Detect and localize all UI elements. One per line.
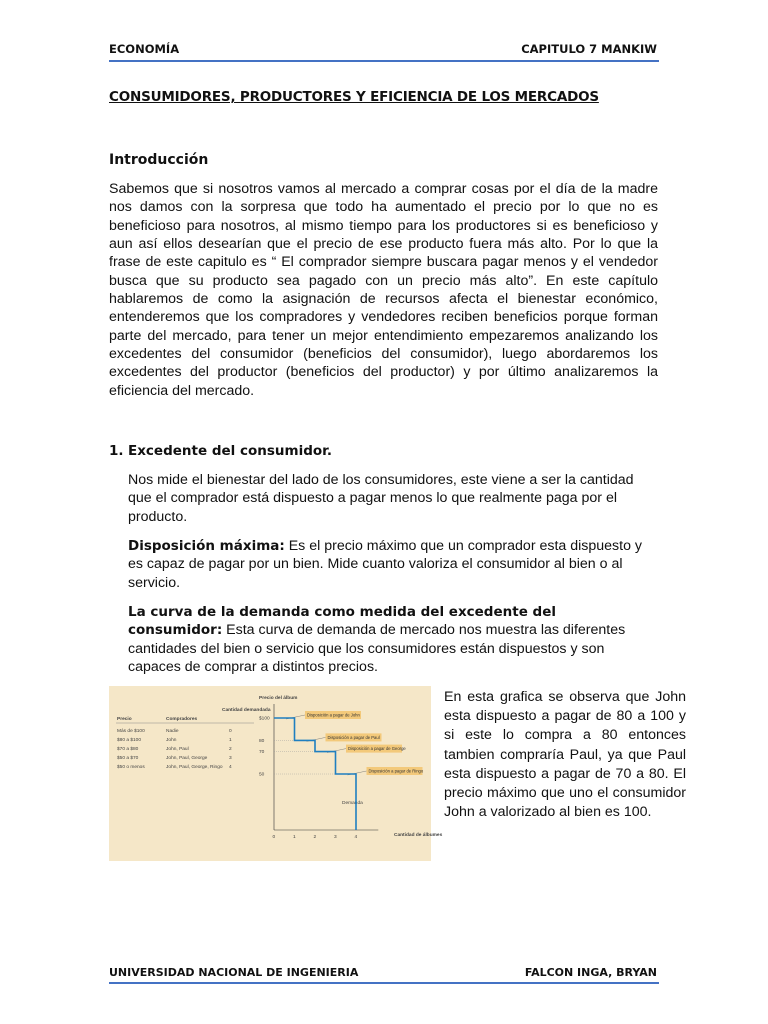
table-cell: 0	[229, 729, 232, 734]
section-paragraph-1: Nos mide el bienestar del lado de los consumidores, este viene a ser la cantidad que el comprador está dispuesto a pagar menos lo que realmente paga por el producto.	[128, 472, 634, 525]
figure-svg	[109, 686, 443, 861]
term-label: La curva de la demanda como medida del excedente del consumidor:	[128, 604, 556, 639]
intro-paragraph: Sabemos que si nosotros vamos al mercado a comprar cosas por el día de la madre nos damos con la sorpresa que todo ha aumentado el precio por lo que no es beneficioso para nosotros, al mismo tiempo para los productores si es beneficioso y aun así ellos desearían que el precio de ese producto fuera más alto. Por lo que la frase de este capitulo es “ El comprador siempre buscara pagar menos y el vendedor busca que su producto sea pagado con un precio más alto”. En este capítulo hablaremos de como la asignación de recursos afecta el bienestar económico, entenderemos que los compradores y vendedores reciben beneficios porque forman parte del mercado, para tener un mejor entendimiento empezaremos analizando los excedentes del consumidor (beneficios del consumidor), luego abordaremos los excedentes del productor (beneficios del productor) y por último analizaremos la eficiencia del mercado.	[109, 181, 658, 399]
section-paragraph-2	[128, 537, 650, 592]
table-cell: John, Paul, George	[166, 756, 208, 761]
section-paragraph-3	[128, 603, 650, 676]
buyers-table	[116, 707, 271, 770]
y-tick-label: 50	[259, 772, 265, 778]
term-text: Es el precio máximo que un comprador esta dispuesto y es capaz de pagar por un bien. Mide cuanto valoriza el consumidor al bien o al servicio.	[128, 538, 643, 591]
footer-left: UNIVERSIDAD NACIONAL DE INGENIERIA	[109, 966, 359, 979]
annotation-label: Disposición a pagar de Paul	[327, 734, 380, 740]
term-text: Esta curva de demanda de mercado nos muestra las diferentes cantidades del bien o servicio que los consumidores están dispuestos y son capaces de comprar a distintos precios.	[128, 622, 626, 676]
page-header	[109, 42, 657, 60]
table-cell: $50 o menos	[117, 765, 145, 770]
x-tick-label: 0	[272, 835, 276, 840]
y-tick-label: 80	[259, 739, 265, 744]
intro-heading: Introducción	[109, 152, 209, 168]
term-label: Disposición máxima:	[128, 538, 285, 554]
y-tick-label: 70	[259, 750, 265, 756]
section-number: 1.	[109, 443, 124, 459]
table-header-price: Precio	[117, 717, 132, 722]
table-row	[117, 728, 232, 734]
table-row	[117, 746, 232, 752]
table-cell: John, Paul	[166, 747, 189, 752]
demand-label: Demanda	[342, 801, 363, 806]
table-cell: $50 a $70	[117, 756, 139, 761]
y-axis-label: Precio del álbum	[259, 696, 298, 701]
demand-chart	[259, 695, 443, 840]
table-cell: 2	[229, 747, 232, 752]
table-cell: 1	[229, 738, 232, 743]
table-row	[117, 764, 232, 770]
annotation-label: Disposición a pagar de John	[307, 712, 360, 718]
page-footer	[109, 966, 657, 982]
table-row	[117, 755, 232, 761]
table-cell: 3	[229, 756, 232, 761]
table-cell: John	[166, 738, 177, 743]
table-cell: John, Paul, George, Ringo	[166, 765, 223, 770]
table-row	[117, 737, 232, 743]
section-heading	[109, 443, 332, 459]
footer-rule	[109, 982, 659, 984]
x-tick-label: 4	[354, 835, 358, 840]
table-header-buyers: Compradores	[166, 717, 198, 722]
table-cell: $80 a $100	[117, 738, 142, 743]
figure-explanation: En esta grafica se observa que John esta dispuesto a pagar de 80 a 100 y si este lo compra a 80 entonces tambien compraría Paul, ya que Paul esta dispuesto a pagar de 70 a 80. El precio máximo que uno el consumidor John a valorizado al bien es 100.	[444, 689, 686, 821]
x-tick-label: 2	[313, 835, 317, 840]
document-title: CONSUMIDORES, PRODUCTORES Y EFICIENCIA DE LOS MERCADOS	[109, 89, 599, 105]
annotation-label: Disposición a pagar de Ringo	[368, 768, 424, 774]
y-tick-label: $100	[259, 716, 270, 722]
header-rule	[109, 60, 659, 62]
header-left: ECONOMÍA	[109, 42, 180, 56]
x-tick-label: 3	[334, 835, 337, 840]
demand-figure	[109, 686, 443, 861]
table-cell: Más de $100	[117, 729, 145, 734]
annotation-label: Disposición a pagar de George	[348, 746, 406, 751]
table-cell: Nadie	[166, 729, 179, 734]
header-right: CAPITULO 7 MANKIW	[521, 42, 657, 56]
x-tick-label: 1	[293, 835, 296, 840]
x-axis-label: Cantidad de álbumes	[394, 833, 443, 838]
section-title: Excedente del consumidor.	[128, 443, 333, 459]
table-cell: $70 a $80	[117, 747, 139, 752]
table-cell: 4	[229, 765, 232, 770]
table-header-qty: Cantidad demandada	[222, 708, 271, 713]
footer-right: FALCON INGA, BRYAN	[524, 966, 657, 979]
